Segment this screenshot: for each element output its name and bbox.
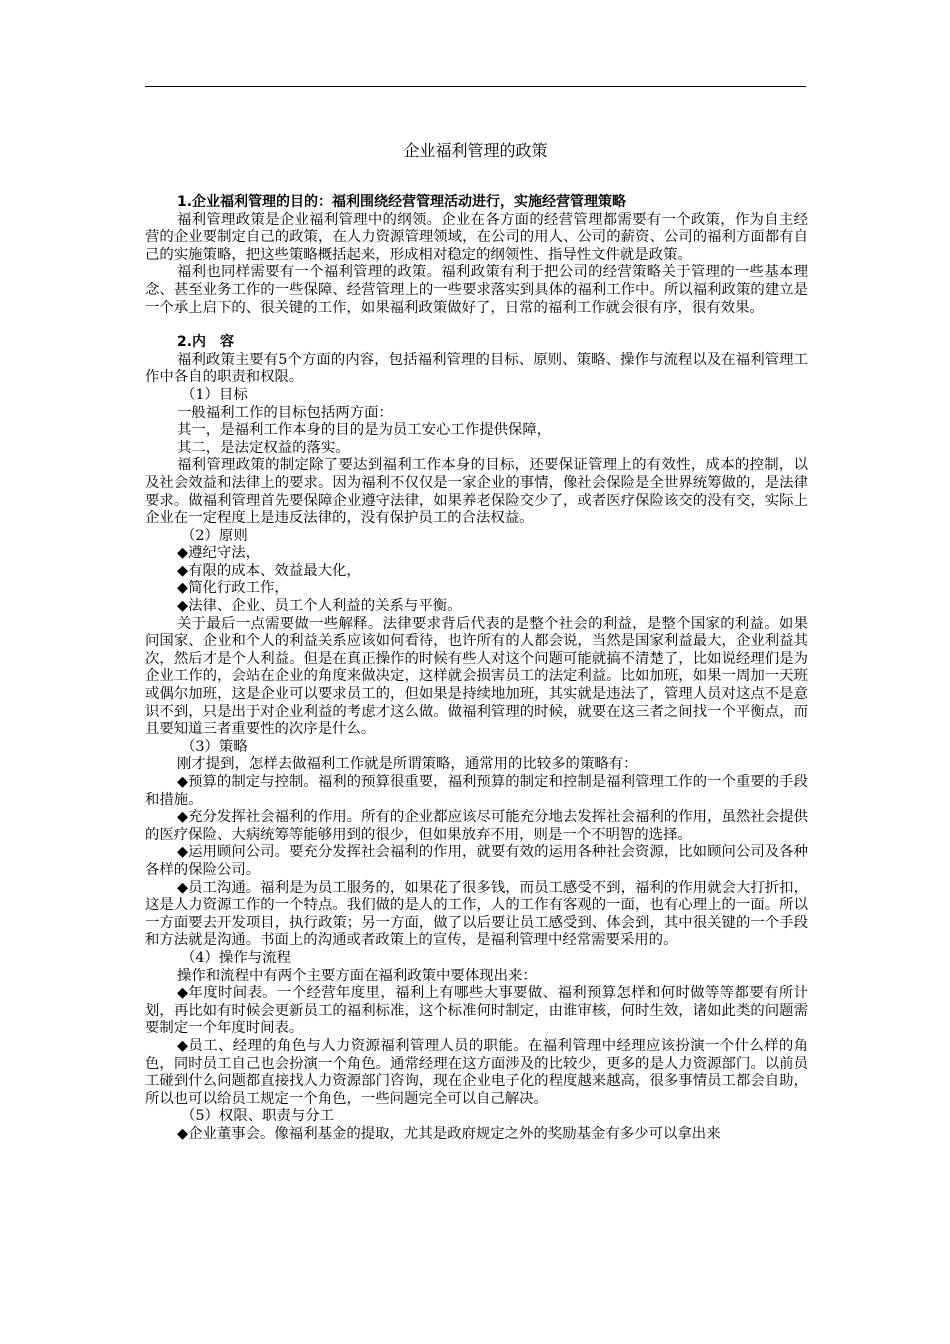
header-rule: [145, 86, 806, 87]
principle-bullet-1: ◆遵纪守法，: [177, 545, 261, 562]
ops-label: （4）操作与流程: [181, 949, 291, 966]
duty-label: （5）权限、职责与分工: [181, 1108, 335, 1125]
strategy-bullet-2: ◆充分发挥社会福利的作用。所有的企业都应该尽可能充分地去发挥社会福利的作用，虽然社会提供的医疗保险、大病统筹等能够用到的很少，但如果放弃不用，则是一个不明智的选择。: [145, 809, 808, 843]
strategy-bullet-3: ◆运用顾问公司。要充分发挥社会福利的作用，就要有效的运用各种社会资源，比如顾问公司及各种各样的保险公司。: [145, 844, 808, 878]
principle-paragraph: 关于最后一点需要做一些解释。法律要求背后代表的是整个社会的利益，是整个国家的利益。如果问国家、企业和个人的利益关系应该如何看待，也许所有的人都会说，当然是国家利益最大，企业利益其次，然后才是个人利益。但是在真正操作的时候有些人对这个问题可能就搞不清楚了，比如说经理们是为企业工作的，会站在企业的角度来做决定，这样就会损害员工的法定利益。比如加班，如果一周加一天班或偶尔加班，这是企业可以要求员工的，但如果是持续地加班，其实就是违法了，管理人员对这点不是意识不到，只是出于对企业利益的考虑才这么做。做福利管理的时候，就要在这三者之间找一个平衡点，而且要知道三者重要性的次序是什么。: [145, 615, 808, 738]
section-2-paragraph-1: 福利政策主要有5个方面的内容，包括福利管理的目标、原则、策略、操作与流程以及在福利管理工作中各自的职责和权限。: [145, 351, 808, 386]
goal-line-2: 其一，是福利工作本身的目的是为员工安心工作提供保障，: [177, 422, 552, 439]
section-1-paragraph-1: 福利管理政策是企业福利管理中的纲领。企业在各方面的经营管理都需要有一个政策，作为自主经营的企业要制定自己的政策，在人力资源管理领域，在公司的用人、公司的薪资、公司的福利方面都有自己的实施策略，把这些策略概括起来，形成相对稳定的纲领性、指导性文件就是政策。: [145, 211, 808, 263]
principle-bullet-4: ◆法律、企业、员工个人利益的关系与平衡。: [177, 598, 462, 615]
duty-bullet-1: ◆企业董事会。像福利基金的提取，尤其是政府规定之外的奖励基金有多少可以拿出来: [177, 1125, 721, 1142]
goal-line-1: 一般福利工作的目标包括两方面：: [177, 404, 393, 421]
strategy-intro: 刚才提到，怎样去做福利工作就是所谓策略，通常用的比较多的策略有：: [177, 756, 638, 773]
strategy-label: （3）策略: [181, 738, 248, 755]
document-body: [145, 194, 808, 1143]
goal-label: （1）目标: [181, 386, 248, 403]
goal-line-3: 其二，是法定权益的落实。: [177, 439, 350, 456]
strategy-bullet-4: ◆员工沟通。福利是为员工服务的，如果花了很多钱，而员工感受不到，福利的作用就会大打折扣，这是人力资源工作的一个特点。我们做的是人的工作，人的工作有客观的一面，也有心理上的一面。所以一方面要去开发项目，执行政策；另一方面，做了以后要让员工感受到、体会到，其中很关键的一个手段和方法就是沟通。书面上的沟通或者政策上的宣传，是福利管理中经常需要采用的。: [145, 879, 808, 949]
ops-bullet-2: ◆员工、经理的角色与人力资源福利管理人员的职能。在福利管理中经理应该扮演一个什么样的角色，同时员工自己也会扮演一个角色。通常经理在这方面涉及的比较少，更多的是人力资源部门。以前员工碰到什么问题都直接找人力资源部门咨询，现在企业电子化的程度越来越高，很多事情员工都会自助，所以也可以给员工规定一个角色，一些问题完全可以自己解决。: [145, 1037, 808, 1107]
principle-label: （2）原则: [181, 527, 248, 544]
principle-bullet-2: ◆有限的成本、效益最大化，: [177, 562, 361, 579]
document-title: 企业福利管理的政策: [403, 141, 548, 160]
section-2-heading: 2.内 容: [177, 334, 235, 351]
principle-bullet-3: ◆简化行政工作，: [177, 580, 289, 597]
section-1-heading: 1.企业福利管理的目的：福利围绕经营管理活动进行，实施经营管理策略: [177, 194, 627, 210]
section-1-paragraph-2: 福利也同样需要有一个福利管理的政策。福利政策有利于把公司的经营策略关于管理的一些基本理念、甚至业务工作的一些保障、经营管理上的一些要求落实到具体的福利工作中。所以福利政策的建立是一个承上启下的、很关键的工作，如果福利政策做好了，日常的福利工作就会很有序，很有效果。: [145, 264, 808, 316]
ops-bullet-1: ◆年度时间表。一个经营年度里，福利上有哪些大事要做、福利预算怎样和何时做等等都要有所计划，再比如有时候会更新员工的福利标准，这个标准何时制定，由谁审核，何时生效，诸如此类的问题需要制定一个年度时间表。: [145, 985, 808, 1037]
goal-paragraph: 福利管理政策的制定除了要达到福利工作本身的目标，还要保证管理上的有效性，成本的控制，以及社会效益和法律上的要求。因为福利不仅仅是一家企业的事情，像社会保险是全世界统筹做的，是法律要求。做福利管理首先要保障企业遵守法律，如果养老保险交少了，或者医疗保险该交的没有交，实际上企业在一定程度上是违反法律的，没有保护员工的合法权益。: [145, 457, 808, 527]
strategy-bullet-1: ◆预算的制定与控制。福利的预算很重要，福利预算的制定和控制是福利管理工作的一个重要的手段和措施。: [145, 774, 808, 808]
ops-intro: 操作和流程中有两个主要方面在福利政策中要体现出来：: [177, 967, 537, 984]
spacer: [145, 317, 808, 334]
